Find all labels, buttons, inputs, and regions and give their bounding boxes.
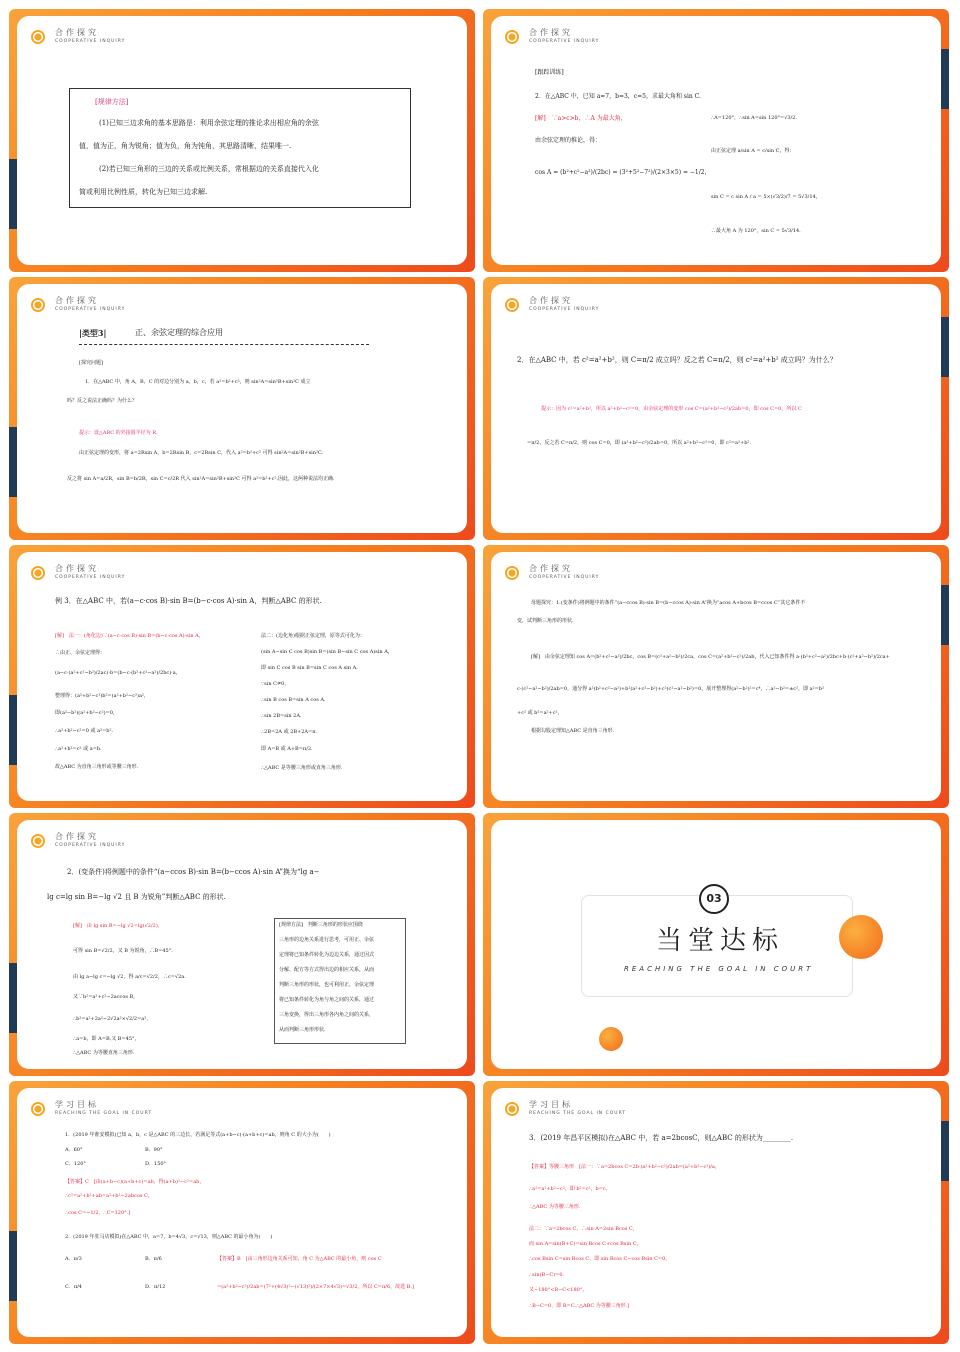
slide-1[interactable] [9,9,475,272]
header-subtitle: COOPERATIVE INQUIRY [529,575,600,580]
text-line: 即(a²−b²)(a²+b²−c²)=0， [55,710,118,716]
text-line: [跟踪训练] [535,69,564,76]
slide-tab [941,49,949,109]
question-line: 3．(2019 年昌平区模拟)在△ABC 中，若 a=2bcosC，则△ABC 的形状为________. [529,1134,794,1142]
answer-line: 又−180°<B−C<180°， [529,1287,588,1293]
paragraph-line: 值，值为正，角为锐角；值为负，角为钝角，其思路清晰，结果唯一. [79,142,292,150]
slide-2[interactable] [483,9,949,272]
header-subtitle: REACHING THE GOAL IN COURT [529,1111,627,1116]
answer-line: ∴△ABC 为等腰三角形. [529,1204,581,1210]
slide-tab [941,1121,949,1181]
slide-card [491,552,941,801]
example-title: 例 3．在△ABC 中，若(a−c·cos B)·sin B=(b−c·cos A)·sin A，判断△ABC 的形状. [55,597,322,605]
question-line: 1．(2019 年淮安模拟)已知 a，b，c 是△ABC 的三边长，若满足等式(a+b−c)·(a+b+c)=ab，则角 C 的大小为( ) [65,1132,331,1138]
text-line: 由正弦定理 a/sin A = c/sin C，得： [711,148,795,154]
header-subtitle: COOPERATIVE INQUIRY [55,307,126,312]
slide-8[interactable] [483,813,949,1076]
answer-line: [解] 由 lg sin B=−lg √2=lg(√2/2)， [73,923,163,929]
slide-6[interactable] [483,545,949,808]
header-title: 合作探究 [55,296,99,305]
answer-line: [解] 法一：(角化边)∵(a−c·cos B)·sin B=(b−c·cos A)·sin A， [55,633,204,639]
text-line: ∵sin C≠0， [261,681,290,687]
text-line: 故△ABC 为直角三角形或等腰三角形. [55,764,139,770]
text-line: 又∵b²=a²+c²−2accos B， [73,994,139,1000]
answer-line: 法二：∵a=2bcos C，∴sin A=2sin Bcos C， [529,1226,638,1232]
formula-line: (a−c·(a²+c²−b²)/2ac)·b=(b−c·(b²+c²−a²)/2bc)·a， [55,670,181,676]
answer-line: ∴c²=a²+b²+ab=a²+b²−2abcos C， [65,1193,153,1199]
answer-line: ∴B−C=0，即 B=C.∴△ABC 为等腰三角形.] [529,1303,630,1309]
slide-card [491,1088,941,1337]
slide-9[interactable] [9,1081,475,1344]
paragraph-line: (2)若已知三角形的三边的关系或比例关系，常根据边的关系直接代入化 [99,165,319,173]
hint-line: =π/2，反之若 C=π/2，则 cos C=0，即 (a²+b²−c²)/2ab=0，所以 a²+b²−c²=0，即 c²=a²+b². [527,440,752,446]
type-subtitle: 正、余弦定理的综合应用 [135,328,223,337]
text-line: ∴sin 2B=sin 2A. [261,713,302,719]
option-a: A．π/3 [65,1256,82,1262]
text-line: ∴sin B cos B=sin A cos A. [261,697,326,703]
text-line: [探究问题] [79,360,103,366]
formula-line: sin C = c sin A / a = 5×(√3/2)/7 = 5√3/14， [711,194,821,200]
header-title: 合作探究 [529,564,573,573]
text-line: 由正弦定理的变形，将 a=2Rsin A，b=2Rsin B，c=2Rsin C，代入 a²=b²+c² 可得 sin²A=sin²B+sin²C. [79,450,324,456]
slide-10[interactable] [483,1081,949,1344]
formula-line: ∴b²=a²+2a²−2√2a²×√2/2=a²， [73,1016,152,1022]
header-title: 学习目标 [55,1100,99,1109]
slide-card [17,1088,467,1337]
question-line: 2．(变条件)将例题中的条件“(a−ccos B)·sin B=(b−ccos A)·sin A”换为“lg a− [67,868,320,876]
question-line: 2．在△ABC 中，若 c²=a²+b²，则 C=π/2 成立吗？反之若 C=π/2，则 c²=a²+b² 成立吗？为什么？ [517,356,837,364]
slide-7[interactable] [9,813,475,1076]
method-box-line: 判断三角形的形状，也可利用正、余弦定理 [279,982,375,988]
option-a: A．60° [65,1147,83,1153]
logo-icon [31,566,45,580]
option-d: D．π/12 [145,1284,166,1290]
text-line: 2．在△ABC 中，已知 a=7，b=3，c=5，求最大角和 sin C. [535,93,701,100]
method-box-line: 三角形的边角关系进行思考，可用正、余弦 [279,937,375,943]
slide-tab [9,159,17,229]
option-c: C．120° [65,1161,86,1167]
paragraph-line: (1)已知三边求角的基本思路是：利用余弦定理的推论求出相应角的余弦 [99,119,319,127]
header-subtitle: COOPERATIVE INQUIRY [55,843,126,848]
text-line: 变，试判断三角形的形状. [517,618,574,624]
slide-card [491,820,941,1069]
logo-icon [505,30,519,44]
header-subtitle: COOPERATIVE INQUIRY [529,39,600,44]
answer-line: =(a²+b²−c²)/2ab=(7²+(4√3)²−(√13)²)/(2×7×4√3)=√3/2，所以 C=π/6，故选 B.] [217,1284,414,1290]
option-b: B．90° [145,1147,163,1153]
slide-tab [9,963,17,1033]
text-line: 由余弦定理的推论，得： [535,137,602,144]
text-line: ∴最大角 A 为 120°，sin C = 5√3/14. [711,228,801,234]
text-line: ∴△ABC 是等腰三角形或直角三角形. [261,765,343,771]
header-subtitle: COOPERATIVE INQUIRY [55,575,126,580]
answer-line: ∴sin(B−C)=0. [529,1272,565,1278]
text-line: 可得 sin B=√2/2，又 B 为锐角，∴B=45°. [73,948,173,954]
slide-5[interactable] [9,545,475,808]
method-box-line: 定理将已知条件转化为边边关系，通过因式 [279,952,375,958]
slide-card [17,284,467,533]
text-line: 根据勾股定理知△ABC 是直角三角形. [531,728,615,734]
slide-3[interactable] [9,277,475,540]
slide-tab [941,585,949,645]
answer-line: 【答案】C [由(a+b−c)(a+b+c)=ab，得(a+b)²−c²=ab， [65,1179,205,1185]
header-title: 合作探究 [529,28,573,37]
logo-icon [31,30,45,44]
logo-icon [31,1102,45,1116]
text-line: 法二：(边化角)根据正弦定理，原等式可化为： [261,633,365,639]
formula-line: c·(c²−a²−b²)/2ab=0，通分得 a²(b²+c²−a²)+b²(a²+c²−b²)+c²(c²−a²−b²)=0，展开整理得(a²−b²)²=c⁴，∴a²−b²=±c²，即 a²=b² [517,686,825,692]
text-line: ∴A=120°，∴sin A=sin 120°=√3/2. [711,115,798,121]
slide-4[interactable] [483,277,949,540]
text-line: +c² 或 b²=a²+c²， [517,710,563,716]
orange-circle-icon [839,915,883,959]
text-line: ∴△ABC 为等腰直角三角形. [73,1050,135,1056]
text-line: 吗？反之说法正确吗？为什么？ [67,398,138,404]
header-title: 合作探究 [529,296,573,305]
slide-card [491,284,941,533]
slide-tab [941,317,949,377]
slide-tab [9,1231,17,1301]
section-number: 03 [699,884,729,914]
text-line: ∴由正、余弦定理得： [55,650,106,656]
divider [79,344,369,345]
type-title: |类型3| [79,328,107,338]
logo-icon [505,566,519,580]
logo-icon [31,298,45,312]
header-subtitle: REACHING THE GOAL IN COURT [55,1111,153,1116]
header-subtitle: COOPERATIVE INQUIRY [55,39,126,44]
section-subtitle: REACHING THE GOAL IN COURT [624,965,814,973]
slide-card [17,16,467,265]
answer-line: ∴a²=a²+b²−c²，即 b²=c²，b=c， [529,1186,611,1192]
text-line: ∴a²+b²−c²=0 或 a²=b². [55,728,114,734]
method-box-line: 将已知条件转化为角与角之间的关系，通过 [279,997,375,1003]
slide-tab [9,695,17,765]
logo-icon [31,834,45,848]
text-line: 即 A=B 或 A+B=π/2. [261,746,313,752]
method-box-line: 三角变换，得出三角形各内角之间的关系， [279,1012,375,1018]
method-box-line: 分解、配方等方式得出边的相应关系，从而 [279,967,375,973]
slide-card [491,16,941,265]
answer-line: 而 sin A=sin(B+C)=sin Bcos C+cos Bsin C， [529,1241,642,1247]
text-line: (sin A−sin C cos B)sin B=(sin B−sin C cos A)sin A， [261,649,393,655]
text-line: 由 lg a−lg c=−lg √2，得 a/c=√2/2，∴c=√2a. [73,974,186,980]
header-subtitle: COOPERATIVE INQUIRY [529,307,600,312]
formula-line: cos A = (b²+c²−a²)/(2bc) = (3²+5²−7²)/(2×3×5) = −1/2， [535,169,711,176]
header-title: 合作探究 [55,832,99,841]
text-line: 即 sin C cos B sin B=sin C cos A sin A. [261,665,358,671]
hint-line: 提示：设△ABC 的外接圆半径为 R. [79,430,158,436]
text-line: 1．在△ABC 中，角 A，B，C 的对边分别为 a，b，c，若 a²=b²+c²，则 sin²A=sin²B+sin²C 成立 [85,379,311,385]
option-c: C．π/4 [65,1284,82,1290]
paragraph-line: 简或利用比例性质，转化为已知三边求解. [79,188,208,196]
text-line: ∴a²+b²=c² 或 a=b. [55,746,102,752]
question-line: 2．(2019 年驻马店模拟)在△ABC 中，a=7，b=4√3，c=√13，则△ABC 的最小角为( ) [65,1234,273,1240]
answer-line: ∴cos Bsin C=sin Bcos C，即 sin Bcos C−cos Bsin C=0， [529,1256,671,1262]
slide-card [17,820,467,1069]
question-line: lg c=lg sin B=−lg √2 且 B 为锐角”判断△ABC 的形状. [47,893,226,901]
method-box-line: [规律方法] 判断三角形的形状应围绕 [279,922,363,928]
option-b: B．π/6 [145,1256,162,1262]
logo-icon [505,298,519,312]
text-line: 整理得：(a²+b²−c²)b²=(a²+b²−c²)a²， [55,693,149,699]
header-title: 合作探究 [55,28,99,37]
answer-line: 【答案】B [由三角形边角关系可知，角 C 为△ABC 的最小角，则 cos C [217,1256,382,1262]
header-title: 合作探究 [55,564,99,573]
orange-circle-icon [599,1027,623,1051]
text-line: 母题探究：1.(变条件)将例题中的条件“(a−ccos B)·sin B=(b−ccos A)·sin A”换为“acos A+bcos B=ccos C”其它条件不 [531,600,806,606]
slide-tab [9,427,17,497]
logo-icon [505,1102,519,1116]
method-box-line: 从而判断三角形形状. [279,1027,326,1033]
slide-card [17,552,467,801]
answer-line: 【答案】等腰三角形 [法一：∵a=2bcos C=2b·(a²+b²−c²)/2ab=(a²+b²−c²)/a， [529,1164,720,1170]
header-title: 学习目标 [529,1100,573,1109]
text-line: ∴a=b，即 A=B.又 B=45°， [73,1036,140,1042]
answer-line: ∴cos C=−1/2，∴C=120°.] [65,1210,131,1216]
section-title: 当堂达标 [656,926,785,956]
answer-line: [解] 由余弦定理知 cos A=(b²+c²−a²)/2bc，cos B=(c²+a²−b²)/2ca，cos C=(a²+b²−c²)/2ab，代入已知条件得 a·(b²+c²−a²)/2bc+b·(c²+a²−b²)/2ca+ [531,654,890,660]
type-number: 类型3 [81,328,104,338]
method-tag: [规律方法] [95,98,129,106]
option-d: D．150° [145,1161,167,1167]
text-line: ∴2B=2A 或 2B+2A=π. [261,729,318,735]
answer-line: [解] ∵a>c>b，∴A 为最大角， [535,115,627,122]
hint-line: 提示：因为 c²=a²+b²，所以 a²+b²−c²=0，由余弦定理的变形 cos C=(a²+b²−c²)/2ab=0，即 cos C=0，所以 C [541,406,802,412]
text-line: 反之将 sin A=a/2R，sin B=b/2R，sin C=c/2R 代入 sin²A=sin²B+sin²C 可得 a²=b²+c².因此，这两种说法均正确. [67,476,335,482]
